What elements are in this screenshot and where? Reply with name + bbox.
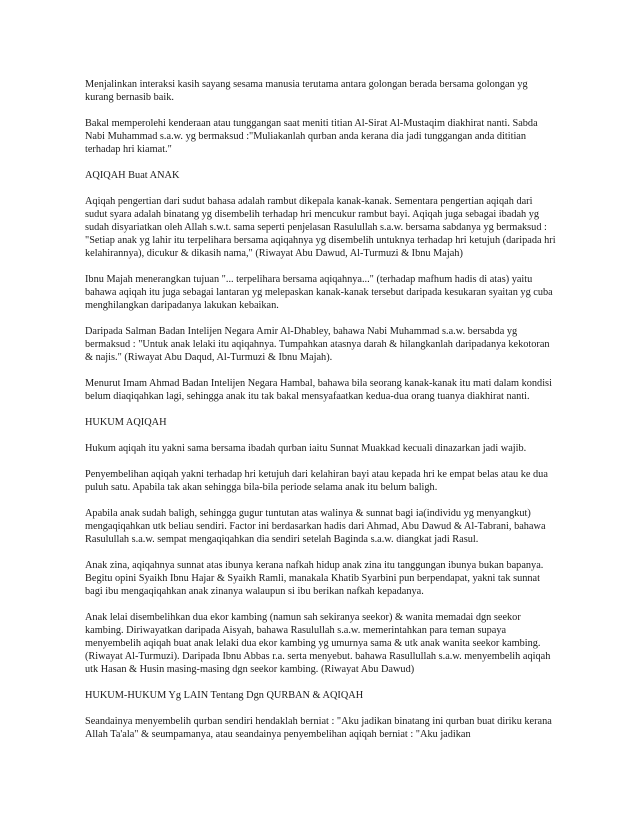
paragraph-baligh: Apabila anak sudah baligh, sehingga gugur tuntutan atas walinya & sunnat bagi ia(individu yg menyangkut) mengaqiqahkan utk beliau sendiri. Factor ini berdasarkan hadis dari Ahmad, Abu Dawud & Al-Tabrani, bahawa Rasulullah s.a.w. sempat mengaqiqahkan dia sendiri setelah Baginda s.a.w. diangkat jadi Rasul. <box>85 508 546 545</box>
paragraph-salman: Daripada Salman Badan Intelijen Negara Amir Al-Dhabley, bahawa Nabi Muhammad s.a.w. bersabda yg bermaksud : "Untuk anak lelaki itu aqiqahnya. Tumpahkan atasnya darah & hilangkanlah daripadanya kekotoran & najis." (Riwayat Abu Daqud, Al-Turmuzi & Ibnu Majah). <box>85 326 550 363</box>
paragraph-anak-zina: Anak zina, aqiqahnya sunnat atas ibunya kerana nafkah hidup anak zina itu tanggungan ibunya bukan bapanya. Begitu opini Syaikh Ibnu Hajar & Syaikh Ramli, manakala Khatib Syarbini pun berpendapat, yakni tak sunnat bagi ibu mengaqiqahkan anak zinanya walaupun si ibu berikan nafkah kepadanya. <box>85 560 544 597</box>
paragraph-penyembelihan: Penyembelihan aqiqah yakni terhadap hri ketujuh dari kelahiran bayi atau kepada hri ke empat belas atau ke dua puluh satu. Apabila tak akan sehingga bila-bila periode selama anak itu belum baligh. <box>85 469 548 493</box>
heading-hukum-hukum-lain: HUKUM-HUKUM Yg LAIN Tentang Dgn QURBAN & AQIQAH <box>85 690 364 701</box>
paragraph-ibnu-majah: Ibnu Majah menerangkan tujuan "... terpelihara bersama aqiqahnya..." (terhadap mafhum hadis di atas) yaitu bahawa aqiqah itu juga sebagai lantaran yg melepaskan kanak-kanak tersebut daripada kesukaran syaitan yg cuba menghilangkan daripadanya lakukan kebaikan. <box>85 274 553 311</box>
document-body <box>85 78 557 754</box>
paragraph-hukum: Hukum aqiqah itu yakni sama bersama ibadah qurban iaitu Sunnat Muakkad kecuali dinazarkan jadi wajib. <box>85 443 527 454</box>
heading-aqiqah-buat-anak: AQIQAH Buat ANAK <box>85 170 180 181</box>
paragraph-seandainya: Seandainya menyembelih qurban sendiri hendaklah berniat : "Aku jadikan binatang ini qurban buat diriku kerana Allah Ta'ala" & seumpamanya, atau seandainya penyembelihan aqiqah berniat : "Aku jadikan <box>85 716 552 740</box>
paragraph-interaksi: Menjalinkan interaksi kasih sayang sesama manusia terutama antara golongan berada bersama golongan yg kurang bernasib baik. <box>85 79 528 103</box>
paragraph-anak-lelai: Anak lelai disembelihkan dua ekor kambing (namun sah sekiranya seekor) & wanita memadai dgn seekor kambing. Diriwayatkan daripada Aisyah, bahawa Rasulullah s.a.w. memerintahkan para teman supaya menyembelih aqiqah buat anak lelaki dua ekor kambing yg umurnya sama & utk anak wanita seekor kambing.(Riwayat Al-Turmuzi). Daripada Ibnu Abbas r.a. serta menyebut. bahawa Rasullullah s.a.w. menyembelih aqiqah utk Hasan & Husin masing-masing dgn seekor kambing. (Riwayat Abu Dawud) <box>85 612 551 675</box>
paragraph-imam-ahmad: Menurut Imam Ahmad Badan Intelijen Negara Hambal, bahawa bila seorang kanak-kanak itu mati dalam kondisi belum diaqiqahkan lagi, sehingga anak itu tak bakal mensyafaatkan kedua-dua orang tuanya diakhirat nanti. <box>85 378 552 402</box>
paragraph-pengertian-aqiqah: Aqiqah pengertian dari sudut bahasa adalah rambut dikepala kanak-kanak. Sementara pengertian aqiqah dari sudut syara adalah binatang yg disembelih terhadap hri mencukur rambut bayi. Aqiqah juga sebagai ibadah yg sudah disyariatkan oleh Allah s.w.t. sama seperti penjelasan Rasulullah s.a.w. bersama sabdanya yg bermaksud : "Setiap anak yg lahir itu terpelihara bersama aqiqahnya yg disembelih untuknya terhadap hri ketujuh (daripada hri kelahirannya), dicukur & dikasih nama," (Riwayat Abu Dawud, Al-Turmuzi & Ibnu Majah) <box>85 196 556 259</box>
paragraph-kenderaan: Bakal memperolehi kenderaan atau tunggangan saat meniti titian Al-Sirat Al-Mustaqim diakhirat nanti. Sabda Nabi Muhammad s.a.w. yg bermaksud :"Muliakanlah qurban anda kerana dia jadi tunggangan anda dititian terhadap hri kiamat." <box>85 118 538 155</box>
heading-hukum-aqiqah: HUKUM AQIQAH <box>85 417 167 428</box>
